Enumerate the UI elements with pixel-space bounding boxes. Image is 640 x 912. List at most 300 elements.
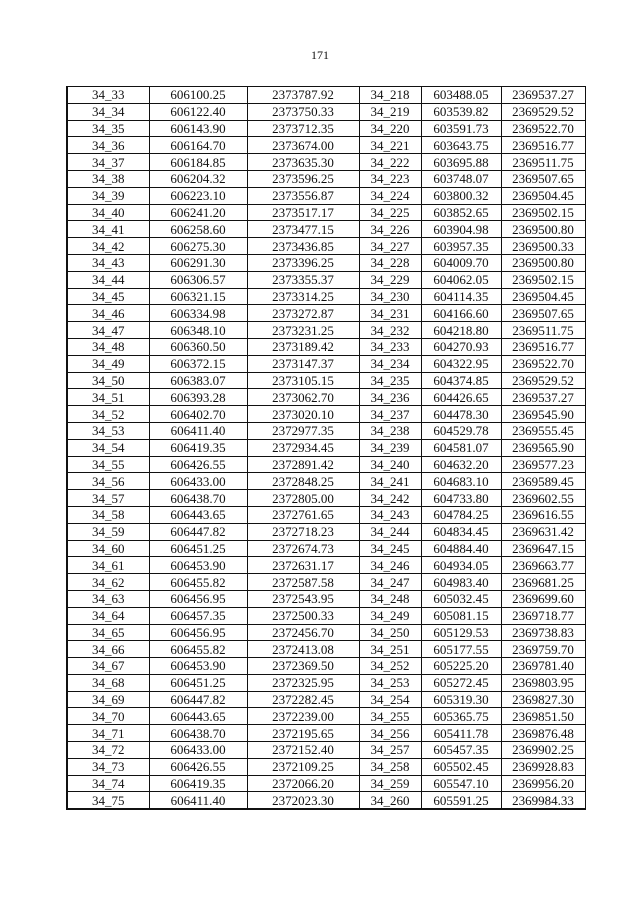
x-coordinate-right-cell: 604374.85 <box>421 372 501 389</box>
y-coordinate-right-cell: 2369681.25 <box>501 574 585 591</box>
y-coordinate-left-cell: 2373712.35 <box>247 120 359 137</box>
point-id-right-cell: 34_229 <box>359 271 421 288</box>
point-id-left-cell: 34_40 <box>67 204 149 221</box>
y-coordinate-left-cell: 2373556.87 <box>247 187 359 204</box>
y-coordinate-left-cell: 2373147.37 <box>247 355 359 372</box>
point-id-left-cell: 34_57 <box>67 490 149 507</box>
point-id-left-cell: 34_42 <box>67 238 149 255</box>
table-row <box>67 103 585 120</box>
point-id-left-cell: 34_67 <box>67 658 149 675</box>
table-row <box>67 658 585 675</box>
point-id-right-cell: 34_253 <box>359 674 421 691</box>
point-id-right-cell: 34_227 <box>359 238 421 255</box>
x-coordinate-left-cell: 606456.95 <box>149 624 247 641</box>
y-coordinate-right-cell: 2369507.65 <box>501 305 585 322</box>
point-id-left-cell: 34_50 <box>67 372 149 389</box>
y-coordinate-left-cell: 2372456.70 <box>247 624 359 641</box>
x-coordinate-left-cell: 606455.82 <box>149 641 247 658</box>
y-coordinate-right-cell: 2369616.55 <box>501 506 585 523</box>
table-row <box>67 170 585 187</box>
y-coordinate-left-cell: 2372325.95 <box>247 674 359 691</box>
table-row <box>67 506 585 523</box>
table-row <box>67 305 585 322</box>
x-coordinate-left-cell: 606306.57 <box>149 271 247 288</box>
x-coordinate-left-cell: 606223.10 <box>149 187 247 204</box>
point-id-left-cell: 34_63 <box>67 590 149 607</box>
y-coordinate-left-cell: 2373477.15 <box>247 221 359 238</box>
point-id-left-cell: 34_58 <box>67 506 149 523</box>
point-id-right-cell: 34_255 <box>359 708 421 725</box>
y-coordinate-left-cell: 2373020.10 <box>247 406 359 423</box>
point-id-left-cell: 34_64 <box>67 607 149 624</box>
table-row <box>67 691 585 708</box>
x-coordinate-left-cell: 606447.82 <box>149 523 247 540</box>
x-coordinate-right-cell: 605457.35 <box>421 742 501 759</box>
table-row <box>67 490 585 507</box>
y-coordinate-left-cell: 2372239.00 <box>247 708 359 725</box>
point-id-right-cell: 34_249 <box>359 607 421 624</box>
table-row <box>67 607 585 624</box>
point-id-left-cell: 34_51 <box>67 389 149 406</box>
point-id-right-cell: 34_240 <box>359 456 421 473</box>
y-coordinate-right-cell: 2369522.70 <box>501 355 585 372</box>
point-id-right-cell: 34_220 <box>359 120 421 137</box>
table-row <box>67 758 585 775</box>
point-id-right-cell: 34_234 <box>359 355 421 372</box>
y-coordinate-right-cell: 2369631.42 <box>501 523 585 540</box>
coordinates-table <box>66 86 586 810</box>
x-coordinate-left-cell: 606453.90 <box>149 658 247 675</box>
x-coordinate-right-cell: 605365.75 <box>421 708 501 725</box>
point-id-left-cell: 34_60 <box>67 540 149 557</box>
point-id-left-cell: 34_44 <box>67 271 149 288</box>
x-coordinate-left-cell: 606241.20 <box>149 204 247 221</box>
x-coordinate-left-cell: 606411.40 <box>149 792 247 809</box>
x-coordinate-right-cell: 603488.05 <box>421 87 501 104</box>
x-coordinate-left-cell: 606451.25 <box>149 540 247 557</box>
table-row <box>67 725 585 742</box>
point-id-right-cell: 34_254 <box>359 691 421 708</box>
x-coordinate-left-cell: 606360.50 <box>149 338 247 355</box>
y-coordinate-left-cell: 2372934.45 <box>247 439 359 456</box>
table-row <box>67 204 585 221</box>
x-coordinate-left-cell: 606334.98 <box>149 305 247 322</box>
point-id-right-cell: 34_248 <box>359 590 421 607</box>
point-id-left-cell: 34_43 <box>67 254 149 271</box>
point-id-right-cell: 34_233 <box>359 338 421 355</box>
x-coordinate-right-cell: 605319.30 <box>421 691 501 708</box>
point-id-right-cell: 34_224 <box>359 187 421 204</box>
y-coordinate-right-cell: 2369504.45 <box>501 187 585 204</box>
table-row <box>67 288 585 305</box>
x-coordinate-left-cell: 606402.70 <box>149 406 247 423</box>
y-coordinate-right-cell: 2369511.75 <box>501 154 585 171</box>
y-coordinate-left-cell: 2372066.20 <box>247 775 359 792</box>
x-coordinate-right-cell: 604426.65 <box>421 389 501 406</box>
table-row <box>67 456 585 473</box>
y-coordinate-left-cell: 2373355.37 <box>247 271 359 288</box>
point-id-right-cell: 34_241 <box>359 473 421 490</box>
x-coordinate-right-cell: 603643.75 <box>421 137 501 154</box>
point-id-left-cell: 34_68 <box>67 674 149 691</box>
point-id-right-cell: 34_244 <box>359 523 421 540</box>
x-coordinate-right-cell: 604784.25 <box>421 506 501 523</box>
y-coordinate-left-cell: 2373272.87 <box>247 305 359 322</box>
x-coordinate-left-cell: 606433.00 <box>149 473 247 490</box>
point-id-right-cell: 34_252 <box>359 658 421 675</box>
table-row <box>67 523 585 540</box>
y-coordinate-right-cell: 2369511.75 <box>501 322 585 339</box>
x-coordinate-right-cell: 605081.15 <box>421 607 501 624</box>
x-coordinate-right-cell: 603800.32 <box>421 187 501 204</box>
x-coordinate-right-cell: 603748.07 <box>421 170 501 187</box>
x-coordinate-right-cell: 604733.80 <box>421 490 501 507</box>
table-row <box>67 574 585 591</box>
x-coordinate-right-cell: 605032.45 <box>421 590 501 607</box>
x-coordinate-right-cell: 603904.98 <box>421 221 501 238</box>
y-coordinate-left-cell: 2373787.92 <box>247 87 359 104</box>
y-coordinate-right-cell: 2369516.77 <box>501 137 585 154</box>
point-id-right-cell: 34_223 <box>359 170 421 187</box>
point-id-right-cell: 34_246 <box>359 557 421 574</box>
x-coordinate-right-cell: 603957.35 <box>421 238 501 255</box>
y-coordinate-left-cell: 2372587.58 <box>247 574 359 591</box>
x-coordinate-right-cell: 604166.60 <box>421 305 501 322</box>
table-row <box>67 439 585 456</box>
table-row <box>67 154 585 171</box>
y-coordinate-right-cell: 2369500.33 <box>501 238 585 255</box>
y-coordinate-left-cell: 2373596.25 <box>247 170 359 187</box>
table-row <box>67 254 585 271</box>
y-coordinate-left-cell: 2372761.65 <box>247 506 359 523</box>
x-coordinate-right-cell: 605411.78 <box>421 725 501 742</box>
x-coordinate-right-cell: 603539.82 <box>421 103 501 120</box>
y-coordinate-right-cell: 2369956.20 <box>501 775 585 792</box>
y-coordinate-right-cell: 2369555.45 <box>501 422 585 439</box>
point-id-left-cell: 34_75 <box>67 792 149 809</box>
y-coordinate-left-cell: 2373396.25 <box>247 254 359 271</box>
x-coordinate-right-cell: 604632.20 <box>421 456 501 473</box>
y-coordinate-right-cell: 2369529.52 <box>501 372 585 389</box>
y-coordinate-left-cell: 2372805.00 <box>247 490 359 507</box>
table-row <box>67 372 585 389</box>
x-coordinate-left-cell: 606184.85 <box>149 154 247 171</box>
point-id-right-cell: 34_256 <box>359 725 421 742</box>
table-row <box>67 406 585 423</box>
x-coordinate-right-cell: 605129.53 <box>421 624 501 641</box>
y-coordinate-left-cell: 2372718.23 <box>247 523 359 540</box>
table-row <box>67 590 585 607</box>
y-coordinate-right-cell: 2369851.50 <box>501 708 585 725</box>
x-coordinate-left-cell: 606443.65 <box>149 708 247 725</box>
table-row <box>67 322 585 339</box>
table-row <box>67 708 585 725</box>
y-coordinate-right-cell: 2369500.80 <box>501 221 585 238</box>
y-coordinate-right-cell: 2369602.55 <box>501 490 585 507</box>
y-coordinate-left-cell: 2373436.85 <box>247 238 359 255</box>
y-coordinate-right-cell: 2369803.95 <box>501 674 585 691</box>
page-number: 171 <box>311 48 329 62</box>
x-coordinate-right-cell: 604270.93 <box>421 338 501 355</box>
table-row <box>67 271 585 288</box>
point-id-left-cell: 34_41 <box>67 221 149 238</box>
x-coordinate-left-cell: 606455.82 <box>149 574 247 591</box>
table-row <box>67 137 585 154</box>
x-coordinate-right-cell: 604983.40 <box>421 574 501 591</box>
x-coordinate-left-cell: 606383.07 <box>149 372 247 389</box>
x-coordinate-right-cell: 603591.73 <box>421 120 501 137</box>
table-row <box>67 792 585 809</box>
x-coordinate-right-cell: 604114.35 <box>421 288 501 305</box>
y-coordinate-right-cell: 2369984.33 <box>501 792 585 809</box>
x-coordinate-left-cell: 606447.82 <box>149 691 247 708</box>
table-row <box>67 422 585 439</box>
y-coordinate-left-cell: 2373674.00 <box>247 137 359 154</box>
x-coordinate-right-cell: 604218.80 <box>421 322 501 339</box>
y-coordinate-right-cell: 2369718.77 <box>501 607 585 624</box>
x-coordinate-left-cell: 606348.10 <box>149 322 247 339</box>
x-coordinate-left-cell: 606164.70 <box>149 137 247 154</box>
x-coordinate-left-cell: 606291.30 <box>149 254 247 271</box>
table-row <box>67 389 585 406</box>
point-id-right-cell: 34_225 <box>359 204 421 221</box>
y-coordinate-left-cell: 2372109.25 <box>247 758 359 775</box>
table-row <box>67 338 585 355</box>
point-id-left-cell: 34_61 <box>67 557 149 574</box>
x-coordinate-right-cell: 604529.78 <box>421 422 501 439</box>
y-coordinate-left-cell: 2373062.70 <box>247 389 359 406</box>
y-coordinate-right-cell: 2369647.15 <box>501 540 585 557</box>
y-coordinate-left-cell: 2372282.45 <box>247 691 359 708</box>
x-coordinate-left-cell: 606453.90 <box>149 557 247 574</box>
x-coordinate-right-cell: 605272.45 <box>421 674 501 691</box>
point-id-left-cell: 34_38 <box>67 170 149 187</box>
y-coordinate-right-cell: 2369516.77 <box>501 338 585 355</box>
point-id-right-cell: 34_221 <box>359 137 421 154</box>
x-coordinate-left-cell: 606275.30 <box>149 238 247 255</box>
table-row <box>67 87 585 104</box>
y-coordinate-right-cell: 2369507.65 <box>501 170 585 187</box>
table-row <box>67 238 585 255</box>
point-id-right-cell: 34_257 <box>359 742 421 759</box>
table-row <box>67 641 585 658</box>
point-id-left-cell: 34_65 <box>67 624 149 641</box>
y-coordinate-left-cell: 2372543.95 <box>247 590 359 607</box>
y-coordinate-right-cell: 2369502.15 <box>501 271 585 288</box>
y-coordinate-left-cell: 2373105.15 <box>247 372 359 389</box>
y-coordinate-right-cell: 2369699.60 <box>501 590 585 607</box>
point-id-left-cell: 34_39 <box>67 187 149 204</box>
x-coordinate-right-cell: 604478.30 <box>421 406 501 423</box>
x-coordinate-left-cell: 606372.15 <box>149 355 247 372</box>
y-coordinate-left-cell: 2372369.50 <box>247 658 359 675</box>
x-coordinate-left-cell: 606451.25 <box>149 674 247 691</box>
point-id-left-cell: 34_46 <box>67 305 149 322</box>
x-coordinate-right-cell: 604581.07 <box>421 439 501 456</box>
point-id-right-cell: 34_228 <box>359 254 421 271</box>
y-coordinate-left-cell: 2373314.25 <box>247 288 359 305</box>
point-id-left-cell: 34_45 <box>67 288 149 305</box>
y-coordinate-right-cell: 2369504.45 <box>501 288 585 305</box>
point-id-right-cell: 34_219 <box>359 103 421 120</box>
x-coordinate-left-cell: 606122.40 <box>149 103 247 120</box>
y-coordinate-right-cell: 2369589.45 <box>501 473 585 490</box>
point-id-left-cell: 34_62 <box>67 574 149 591</box>
y-coordinate-right-cell: 2369577.23 <box>501 456 585 473</box>
x-coordinate-left-cell: 606438.70 <box>149 490 247 507</box>
point-id-left-cell: 34_74 <box>67 775 149 792</box>
point-id-left-cell: 34_70 <box>67 708 149 725</box>
point-id-left-cell: 34_52 <box>67 406 149 423</box>
x-coordinate-left-cell: 606457.35 <box>149 607 247 624</box>
point-id-right-cell: 34_218 <box>359 87 421 104</box>
table-row <box>67 540 585 557</box>
table-row <box>67 557 585 574</box>
x-coordinate-left-cell: 606419.35 <box>149 439 247 456</box>
point-id-right-cell: 34_235 <box>359 372 421 389</box>
point-id-right-cell: 34_232 <box>359 322 421 339</box>
y-coordinate-left-cell: 2372195.65 <box>247 725 359 742</box>
x-coordinate-right-cell: 604884.40 <box>421 540 501 557</box>
y-coordinate-right-cell: 2369500.80 <box>501 254 585 271</box>
point-id-right-cell: 34_245 <box>359 540 421 557</box>
point-id-left-cell: 34_37 <box>67 154 149 171</box>
point-id-left-cell: 34_73 <box>67 758 149 775</box>
x-coordinate-right-cell: 604934.05 <box>421 557 501 574</box>
point-id-right-cell: 34_259 <box>359 775 421 792</box>
y-coordinate-right-cell: 2369529.52 <box>501 103 585 120</box>
x-coordinate-left-cell: 606393.28 <box>149 389 247 406</box>
point-id-right-cell: 34_242 <box>359 490 421 507</box>
y-coordinate-right-cell: 2369781.40 <box>501 658 585 675</box>
y-coordinate-right-cell: 2369738.83 <box>501 624 585 641</box>
x-coordinate-right-cell: 604009.70 <box>421 254 501 271</box>
point-id-right-cell: 34_230 <box>359 288 421 305</box>
table-row <box>67 775 585 792</box>
point-id-right-cell: 34_236 <box>359 389 421 406</box>
point-id-left-cell: 34_55 <box>67 456 149 473</box>
x-coordinate-right-cell: 605547.10 <box>421 775 501 792</box>
point-id-left-cell: 34_59 <box>67 523 149 540</box>
point-id-right-cell: 34_258 <box>359 758 421 775</box>
point-id-left-cell: 34_48 <box>67 338 149 355</box>
y-coordinate-right-cell: 2369663.77 <box>501 557 585 574</box>
x-coordinate-right-cell: 604683.10 <box>421 473 501 490</box>
y-coordinate-right-cell: 2369876.48 <box>501 725 585 742</box>
point-id-right-cell: 34_239 <box>359 439 421 456</box>
point-id-left-cell: 34_54 <box>67 439 149 456</box>
y-coordinate-left-cell: 2373189.42 <box>247 338 359 355</box>
point-id-right-cell: 34_251 <box>359 641 421 658</box>
table-row <box>67 742 585 759</box>
y-coordinate-left-cell: 2373231.25 <box>247 322 359 339</box>
point-id-left-cell: 34_72 <box>67 742 149 759</box>
table-row <box>67 674 585 691</box>
point-id-right-cell: 34_222 <box>359 154 421 171</box>
table-row <box>67 221 585 238</box>
point-id-left-cell: 34_56 <box>67 473 149 490</box>
y-coordinate-right-cell: 2369759.70 <box>501 641 585 658</box>
x-coordinate-left-cell: 606426.55 <box>149 758 247 775</box>
y-coordinate-right-cell: 2369537.27 <box>501 389 585 406</box>
x-coordinate-right-cell: 604322.95 <box>421 355 501 372</box>
y-coordinate-left-cell: 2372023.30 <box>247 792 359 809</box>
point-id-left-cell: 34_35 <box>67 120 149 137</box>
x-coordinate-left-cell: 606433.00 <box>149 742 247 759</box>
x-coordinate-right-cell: 604062.05 <box>421 271 501 288</box>
table-row <box>67 355 585 372</box>
coordinates-table-body <box>67 87 585 810</box>
point-id-left-cell: 34_47 <box>67 322 149 339</box>
x-coordinate-left-cell: 606411.40 <box>149 422 247 439</box>
x-coordinate-left-cell: 606419.35 <box>149 775 247 792</box>
x-coordinate-right-cell: 605502.45 <box>421 758 501 775</box>
y-coordinate-right-cell: 2369902.25 <box>501 742 585 759</box>
x-coordinate-left-cell: 606100.25 <box>149 87 247 104</box>
y-coordinate-left-cell: 2372631.17 <box>247 557 359 574</box>
point-id-right-cell: 34_238 <box>359 422 421 439</box>
y-coordinate-left-cell: 2372413.08 <box>247 641 359 658</box>
y-coordinate-right-cell: 2369502.15 <box>501 204 585 221</box>
x-coordinate-left-cell: 606438.70 <box>149 725 247 742</box>
x-coordinate-right-cell: 603695.88 <box>421 154 501 171</box>
table-row <box>67 120 585 137</box>
y-coordinate-right-cell: 2369565.90 <box>501 439 585 456</box>
point-id-right-cell: 34_226 <box>359 221 421 238</box>
x-coordinate-right-cell: 603852.65 <box>421 204 501 221</box>
x-coordinate-left-cell: 606258.60 <box>149 221 247 238</box>
point-id-right-cell: 34_260 <box>359 792 421 809</box>
y-coordinate-left-cell: 2373635.30 <box>247 154 359 171</box>
y-coordinate-left-cell: 2372674.73 <box>247 540 359 557</box>
point-id-left-cell: 34_66 <box>67 641 149 658</box>
point-id-left-cell: 34_36 <box>67 137 149 154</box>
x-coordinate-right-cell: 605591.25 <box>421 792 501 809</box>
table-row <box>67 473 585 490</box>
point-id-right-cell: 34_231 <box>359 305 421 322</box>
x-coordinate-right-cell: 604834.45 <box>421 523 501 540</box>
y-coordinate-right-cell: 2369928.83 <box>501 758 585 775</box>
y-coordinate-left-cell: 2372848.25 <box>247 473 359 490</box>
x-coordinate-left-cell: 606204.32 <box>149 170 247 187</box>
table-row <box>67 624 585 641</box>
table-row <box>67 187 585 204</box>
x-coordinate-right-cell: 605177.55 <box>421 641 501 658</box>
y-coordinate-left-cell: 2372891.42 <box>247 456 359 473</box>
y-coordinate-right-cell: 2369827.30 <box>501 691 585 708</box>
y-coordinate-left-cell: 2372152.40 <box>247 742 359 759</box>
y-coordinate-left-cell: 2373517.17 <box>247 204 359 221</box>
x-coordinate-left-cell: 606456.95 <box>149 590 247 607</box>
point-id-right-cell: 34_247 <box>359 574 421 591</box>
x-coordinate-left-cell: 606321.15 <box>149 288 247 305</box>
point-id-right-cell: 34_237 <box>359 406 421 423</box>
point-id-left-cell: 34_71 <box>67 725 149 742</box>
point-id-left-cell: 34_53 <box>67 422 149 439</box>
y-coordinate-left-cell: 2373750.33 <box>247 103 359 120</box>
x-coordinate-right-cell: 605225.20 <box>421 658 501 675</box>
y-coordinate-right-cell: 2369522.70 <box>501 120 585 137</box>
point-id-right-cell: 34_243 <box>359 506 421 523</box>
x-coordinate-left-cell: 606426.55 <box>149 456 247 473</box>
point-id-left-cell: 34_34 <box>67 103 149 120</box>
y-coordinate-right-cell: 2369545.90 <box>501 406 585 423</box>
y-coordinate-left-cell: 2372500.33 <box>247 607 359 624</box>
y-coordinate-right-cell: 2369537.27 <box>501 87 585 104</box>
point-id-left-cell: 34_49 <box>67 355 149 372</box>
point-id-right-cell: 34_250 <box>359 624 421 641</box>
x-coordinate-left-cell: 606443.65 <box>149 506 247 523</box>
